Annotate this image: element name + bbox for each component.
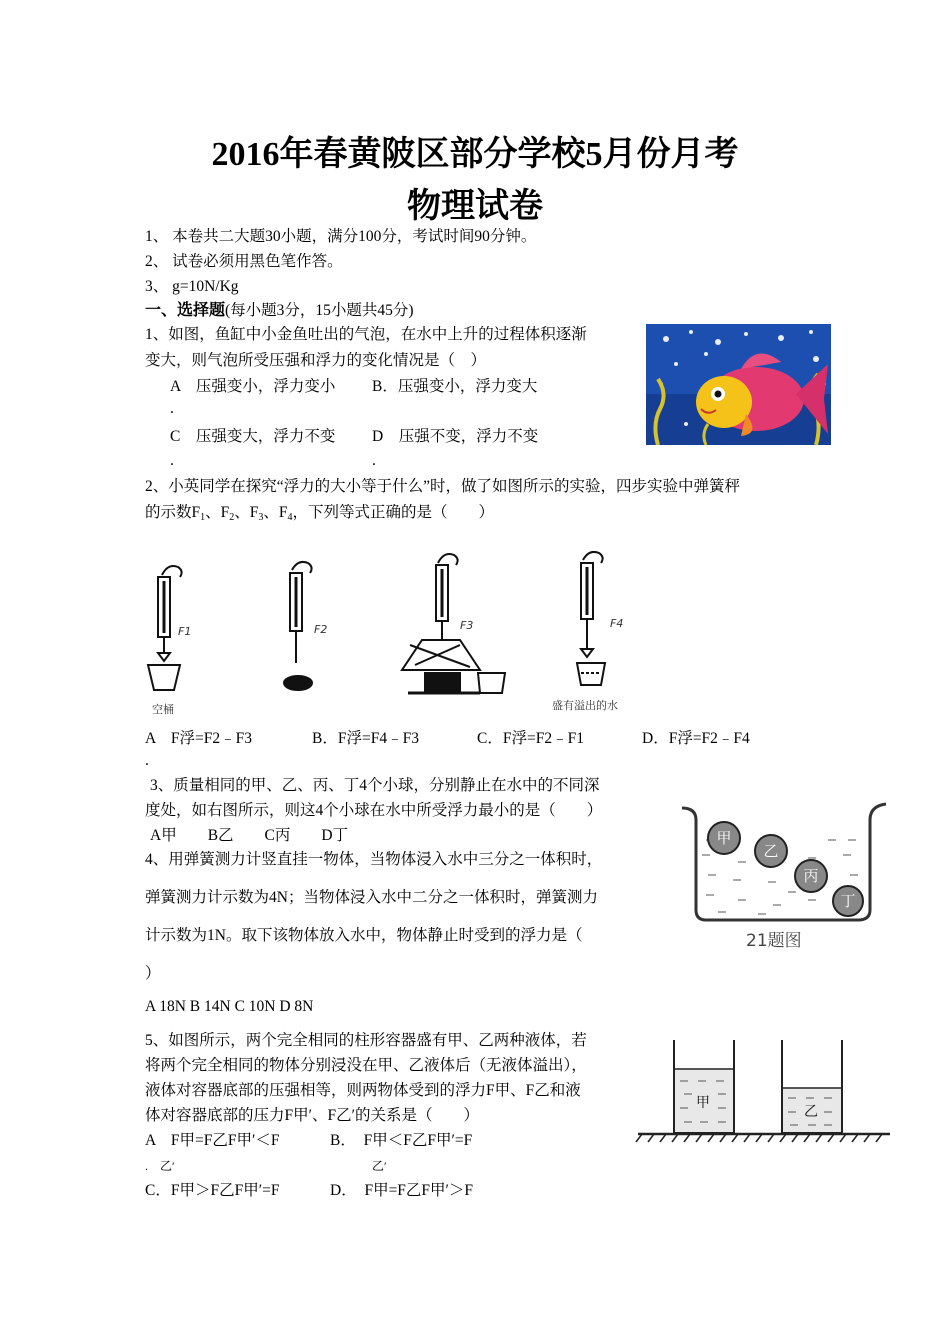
q5-option-a: A F甲=F乙F甲′＜F <box>145 1132 280 1149</box>
q5-option-b-cont: 乙′ <box>372 1159 387 1173</box>
spring-scale-figure <box>140 545 650 720</box>
q2-option-c: C．F浮=F2﹣F1 <box>477 730 584 747</box>
q5-line3: 液体对容器底部的压强相等，则两物体受到的浮力F甲、F乙和液 <box>145 1082 581 1099</box>
note-1: 1、 本卷共二大题30小题，满分100分，考试时间90分钟。 <box>145 228 537 245</box>
section-heading <box>145 300 414 322</box>
q2-line1: 2、小英同学在探究“浮力的大小等于什么”时，做了如图所示的实验，四步实验中弹簧秤 <box>145 478 741 495</box>
q1-option-d: D 压强不变，浮力不变 <box>372 428 539 445</box>
q5-line1: 5、如图所示，两个完全相同的柱形容器盛有甲、乙两种液体，若 <box>145 1032 587 1049</box>
label-f4: F4 <box>610 617 624 630</box>
q2-line2-suffix: ，下列等式正确的是（ ） <box>292 504 495 521</box>
q5-line4: 体对容器底部的压力F甲′、F乙′的关系是（ ） <box>145 1107 480 1124</box>
q1-option-a: A 压强变小，浮力变小 <box>170 378 336 395</box>
page-title: 2016年春黄陂区部分学校5月份月考 <box>211 136 739 173</box>
q5-option-c: C．F甲＞F乙F甲′=F <box>145 1182 280 1199</box>
q2-line2-prefix: 的示数F <box>145 504 201 521</box>
q5-option-b: B． F甲＜F乙F甲′=F <box>330 1132 473 1149</box>
caption-overflow-water: 盛有溢出的水 <box>552 699 618 712</box>
q1-dot-c: . <box>170 452 174 469</box>
q3-line1: 3、质量相同的甲、乙、丙、丁4个小球，分别静止在水中的不同深 <box>150 777 600 794</box>
note-2: 2、 试卷必须用黑色笔作答。 <box>145 253 343 270</box>
q5-option-d: D． F甲=F乙F甲′＞F <box>330 1182 474 1199</box>
q4-options: A 18N B 14N C 10N D 8N <box>145 998 314 1015</box>
section-title: 一、选择题 <box>145 302 226 319</box>
q3-line2: 度处，如右图所示，则这4个小球在水中所受浮力最小的是（ ） <box>145 802 603 819</box>
label-f2: F2 <box>314 623 328 636</box>
two-containers-figure <box>634 1036 892 1146</box>
label-f1: F1 <box>178 625 192 638</box>
label-f3: F3 <box>460 619 474 632</box>
q1-dot-d: . <box>372 452 376 469</box>
q1-line2: 变大，则气泡所受压强和浮力的变化情况是（ ） <box>145 352 487 369</box>
ball-ding-label: 丁 <box>840 892 856 910</box>
q1-dot-a: . <box>170 400 174 417</box>
ball-jia-label: 甲 <box>716 829 732 847</box>
section-sub: (每小题3分，15小题共45分) <box>225 302 414 319</box>
q4-line3: 计示数为1N。取下该物体放入水中，物体静止时受到的浮力是（ <box>145 927 583 944</box>
fig21-caption: 21题图 <box>746 931 802 951</box>
q2-option-d: D．F浮=F2﹣F4 <box>642 730 750 747</box>
goldfish-picture <box>646 324 831 445</box>
q4-line1: 4、用弹簧测力计竖直挂一物体，当物体浸入水中三分之一体积时， <box>145 851 603 868</box>
container-yi-label: 乙 <box>804 1104 818 1120</box>
floating-balls-figure <box>678 800 890 952</box>
ball-yi-label: 乙 <box>763 842 779 860</box>
q5-line2: 将两个完全相同的物体分别浸没在甲、乙液体后（无液体溢出）， <box>145 1057 587 1074</box>
q1-option-b: B．压强变小，浮力变大 <box>372 378 538 395</box>
q4-line4: ） <box>145 965 161 982</box>
q4-line2: 弹簧测力计示数为4N；当物体浸入水中二分之一体积时，弹簧测力 <box>145 889 598 906</box>
q5-option-a-cont: . 乙′ <box>145 1159 175 1173</box>
note-3: 3、 g=10N/Kg <box>145 278 239 295</box>
q2-option-a: A F浮=F2﹣F3 <box>145 730 252 747</box>
caption-empty-bucket: 空桶 <box>152 703 174 716</box>
q3-options: A甲 B乙 C丙 D丁 <box>150 827 349 844</box>
q2-dot: . <box>145 752 149 769</box>
q2-option-b: B．F浮=F4﹣F3 <box>312 730 419 747</box>
q2-line2: 的示数$F_1$、$F_2$、$F_3$、$F_4$，下列等式正确的是（ ） <box>145 504 495 523</box>
ball-bing-label: 丙 <box>803 867 819 885</box>
page-subtitle: 物理试卷 <box>407 188 543 225</box>
q1-option-c: C 压强变大，浮力不变 <box>170 428 336 445</box>
container-jia-label: 甲 <box>696 1095 710 1111</box>
q1-line1: 1、如图，鱼缸中小金鱼吐出的气泡，在水中上升的过程体积逐渐 <box>145 326 587 343</box>
